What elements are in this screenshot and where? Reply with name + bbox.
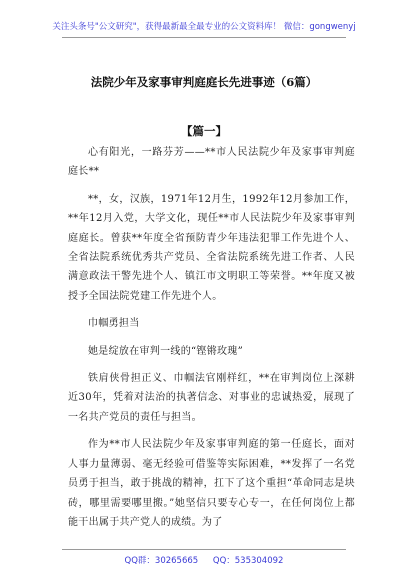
paragraph-subtitle: 心有阳光，一路芬芳——**市人民法院少年及家事审判庭庭长** <box>68 147 355 178</box>
document-title: 法院少年及家事审判庭庭长先进事迹（6篇） <box>90 75 318 89</box>
document-body <box>68 143 355 532</box>
footer-contacts <box>40 554 368 566</box>
header-divider <box>62 37 346 38</box>
paragraph-profile: **，女，汉族，1971年12月生，1992年12月参加工作，**年12月入党，大学文化，现任**市人民法院少年及家事审判庭庭长。曾获**年度全省预防青少年违法犯罪工作先进个人、全省法院系统优秀共产党员、全省法院系统先进工作者、人民满意政法干警先进个人、镇江市文明职工等荣誉。**年度又被授予全国法院党建工作先进个人。 <box>68 193 355 302</box>
paragraph-first-chief: 作为**市人民法院少年及家事审判庭的第一任庭长，面对人事力量薄弱、毫无经验可借鉴等实际困难，**发挥了一名党员勇于担当，敢于挑战的精神，扛下了这个重担“革命同志是块砖，哪里需要哪里搬。”她坚信只要专心专一，在任何岗位上都能干出属于共产党人的成绩。为了 <box>68 439 355 528</box>
section-heading: 【篇一】 <box>181 124 227 138</box>
paragraph-subheading: 巾帼勇担当 <box>88 318 140 330</box>
footer-divider <box>62 549 346 550</box>
paragraph-career: 铁肩侠骨担正义、巾帼法官刚样红，**在审判岗位上深耕近30年，凭着对法治的执著信念、对事业的忠诚热爱，展现了一名共产党员的责任与担当。 <box>68 373 355 423</box>
header-note: 关注头条号"公文研究"，获得最新最全最专业的公文资料库！ 微信：gongwenyj <box>52 22 356 32</box>
footer-qq: QQ：535304092 <box>212 556 284 566</box>
paragraph-tagline: 她是绽放在审判一线的“铿锵玫瑰” <box>88 345 244 357</box>
footer-qq-group: QQ群：30265665 <box>124 556 199 566</box>
